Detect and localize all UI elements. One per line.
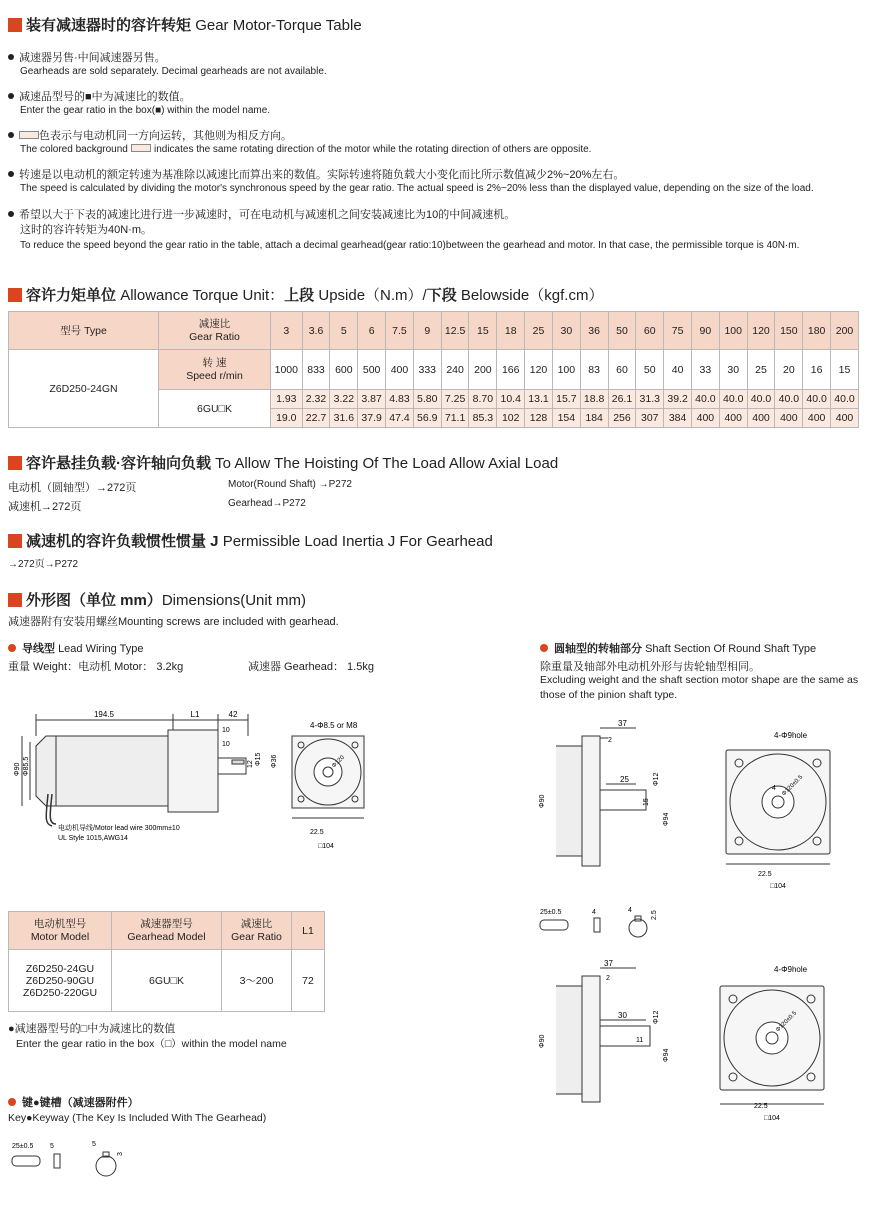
type-header: 型号 Type [9, 312, 159, 350]
round-shaft-note-en1: Excluding weight and the shaft section motor shape are the same as [540, 674, 859, 686]
svg-text:42: 42 [228, 710, 238, 719]
svg-text:Φ120±0.5: Φ120±0.5 [781, 774, 805, 798]
key-drawing-1 [536, 900, 676, 942]
svg-text:Φ120±0.5: Φ120±0.5 [775, 1010, 799, 1034]
lead-wiring-subtitle: 导线型 Lead Wiring Type [8, 640, 143, 656]
svg-text:Φ120: Φ120 [331, 754, 346, 770]
svg-text:4-Φ9hole: 4-Φ9hole [774, 731, 808, 740]
svg-text:Φ36: Φ36 [271, 754, 278, 768]
svg-text:4: 4 [772, 785, 776, 792]
key-subtitle: 键●键槽（减速器附件） [8, 1094, 139, 1110]
svg-text:UL Style 1015,AWG14: UL Style 1015,AWG14 [58, 835, 128, 842]
svg-text:194.5: 194.5 [93, 710, 115, 719]
svg-text:12: 12 [247, 760, 254, 768]
ref-motor-cn: 电动机（圆轴型）→272页 [8, 482, 137, 494]
l1-cell: 72 [292, 950, 325, 1012]
svg-text:5: 5 [50, 1143, 54, 1150]
svg-text:5: 5 [92, 1141, 96, 1148]
note-4: 转速是以电动机的额定转速为基准除以减速比而算出来的数值。实际转速将随负载大小变化而比所示数值减少2%~20%左右。 The speed is calculated by dividing the motor's synchronous speed by the gear ratio. The actual speed is 2%~20% less than the displayed value, depending on the size of the load. [8, 169, 814, 195]
svg-text:22.5: 22.5 [754, 1103, 768, 1110]
svg-text:Φ90: Φ90 [14, 762, 21, 776]
gear-ratio-header: 减速比 Gear Ratio [222, 912, 292, 950]
svg-text:4: 4 [592, 909, 596, 916]
section-title-dimensions: 外形图（单位 mm）Dimensions(Unit mm) [8, 589, 306, 610]
svg-text:25: 25 [620, 775, 629, 784]
svg-text:30: 30 [618, 1011, 627, 1020]
round-shaft-note-cn: 除重量及轴部外电动机外形与齿轮轴型相同。 [540, 661, 760, 673]
svg-text:22.5: 22.5 [310, 829, 324, 836]
svg-text:4: 4 [628, 907, 632, 914]
torque-table: 型号 Type 减速比 Gear Ratio 3 3.6 5 6 7.5 9 12.5 15 18 25 30 36 50 60 75 90 100 120 150 180 200 Z6D250-24GN 转 速 Speed r/min 1000 833 600 500 400 333 240 200 166 120 100 83 60 50 40 33 30 25 20 16 15 6GU□K 1.93 2.32 3.22 3.87 4.83 5.80 7.25 8.70 10.4 13.1 15.7 18.8 26.1 31.3 39.2 40.0 40.0 40.0 40.0 40.0 40.0 19.0 22.7 31.6 37.9 47.4 56.9 71.1 85.3 102 128 154 184 256 307 384 400 400 400 400 400 400 [8, 311, 859, 428]
weight-gearhead: 减速器 Gearhead： 1.5kg [248, 661, 374, 673]
section-title-torque-table: 装有减速器时的容许转矩 Gear Motor-Torque Table [8, 14, 362, 35]
motor-model-header: 电动机型号 Motor Model [9, 912, 112, 950]
section-title-hoisting-load: 容许悬挂负载·容许轴向负载 To Allow The Hoisting Of The Load Allow Axial Load [8, 452, 558, 473]
round-shaft-subtitle: 圆轴型的转轴部分 Shaft Section Of Round Shaft Type [540, 640, 816, 656]
svg-text:3: 3 [117, 1152, 124, 1156]
gearhead-model-cell: 6GU□K [112, 950, 222, 1012]
svg-text:10: 10 [222, 727, 230, 734]
svg-text:22.5: 22.5 [758, 871, 772, 878]
svg-text:Φ12: Φ12 [653, 1010, 660, 1024]
svg-text:2.5: 2.5 [651, 910, 658, 920]
gear-ratio-cell: 3～200 [222, 950, 292, 1012]
svg-text:□104: □104 [764, 1115, 780, 1122]
svg-text:Φ85.5: Φ85.5 [23, 756, 30, 776]
svg-text:4-Φ9hole: 4-Φ9hole [774, 965, 808, 974]
svg-text:L1: L1 [190, 710, 200, 719]
svg-text:电动机导线/Motor lead wire 300mm±10: 电动机导线/Motor lead wire 300mm±10 [58, 825, 180, 832]
model-note-cn: ●减速器型号的□中为减速比的数值 [8, 1023, 176, 1035]
svg-text:11: 11 [636, 1037, 644, 1044]
svg-text:10: 10 [222, 741, 230, 748]
note-5: 希望以大于下表的减速比进行进一步减速时，可在电动机与减速机之间安装减速比为10的中间减速机。 这时的容许转矩为40N·m。 To reduce the speed beyond the gear ratio in the table, attach a decimal gearhead(gear ratio:10)between the gearhead and motor. In that case, the permissible torque is 40N·m. [8, 208, 799, 253]
ref-motor-en: Motor(Round Shaft) →P272 [228, 479, 352, 490]
gearhead-model-header: 减速器型号 Gearhead Model [112, 912, 222, 950]
note-1: 减速器另售·中间减速器另售。 Gearheads are sold separately. Decimal gearheads are not available. [8, 52, 327, 78]
square-icon [8, 18, 22, 32]
ref-inertia: →272页→P272 [8, 559, 79, 570]
svg-text:15: 15 [643, 798, 650, 806]
l1-header: L1 [292, 912, 325, 950]
section-title-load-inertia: 减速机的容许负载惯性惯量 J Permissible Load Inertia J For Gearhead [8, 530, 493, 551]
svg-text:2: 2 [606, 975, 610, 982]
speed-header: 转 速 Speed r/min [159, 350, 271, 390]
svg-text:□104: □104 [770, 883, 786, 890]
ratio-header: 减速比 Gear Ratio [159, 312, 271, 350]
ref-gear-cn: 减速机→272页 [8, 501, 82, 513]
screws-note: 减速器附有安装用螺丝Mounting screws are included with gearhead. [8, 616, 339, 628]
gear-cell: 6GU□K [159, 390, 271, 428]
round-shaft-drawing-2 [536, 958, 866, 1128]
svg-text:Φ15: Φ15 [255, 752, 262, 766]
lead-wiring-drawing [8, 706, 418, 858]
svg-text:37: 37 [618, 719, 627, 728]
svg-text:25±0.5: 25±0.5 [12, 1143, 34, 1150]
svg-text:2: 2 [608, 737, 612, 744]
svg-text:Φ90: Φ90 [539, 1034, 546, 1048]
motor-models-cell: Z6D250-24GU Z6D250-90GU Z6D250-220GU [9, 950, 112, 1012]
note-2: 减速品型号的■中为减速比的数值。 Enter the gear ratio in the box(■) within the model name. [8, 91, 270, 117]
svg-text:Φ94: Φ94 [663, 1048, 670, 1062]
svg-text:Φ90: Φ90 [539, 794, 546, 808]
key-drawing-2 [8, 1134, 148, 1180]
svg-text:4-Φ8.5 or M8: 4-Φ8.5 or M8 [310, 721, 358, 730]
round-shaft-note-en2: those of the pinion shaft type. [540, 689, 678, 701]
svg-text:Φ12: Φ12 [653, 772, 660, 786]
weight-motor: 重量 Weight：电动机 Motor： 3.2kg [8, 661, 184, 673]
ref-gear-en: Gearhead→P272 [228, 498, 306, 509]
svg-text:25±0.5: 25±0.5 [540, 909, 562, 916]
svg-text:Φ94: Φ94 [663, 812, 670, 826]
model-note-en: Enter the gear ratio in the box（□）within the model name [16, 1038, 287, 1050]
note-3: 色表示与电动机同一方向运转，其他则为相反方向。 The colored background indicates the same rotating direction of the motor while the rotating direction of others are opposite. [8, 130, 591, 156]
model-cell: Z6D250-24GN [9, 350, 159, 428]
model-table [8, 911, 325, 1012]
key-subtitle-en: Key●Keyway (The Key Is Included With The Gearhead) [8, 1112, 267, 1124]
round-shaft-drawing [536, 716, 866, 896]
section-title-allowance-torque: 容许力矩单位 Allowance Torque Unit：上段 Upside（N.m）/下段 Belowside（kgf.cm） [8, 284, 603, 305]
svg-text:□104: □104 [318, 843, 334, 850]
svg-text:37: 37 [604, 959, 613, 968]
